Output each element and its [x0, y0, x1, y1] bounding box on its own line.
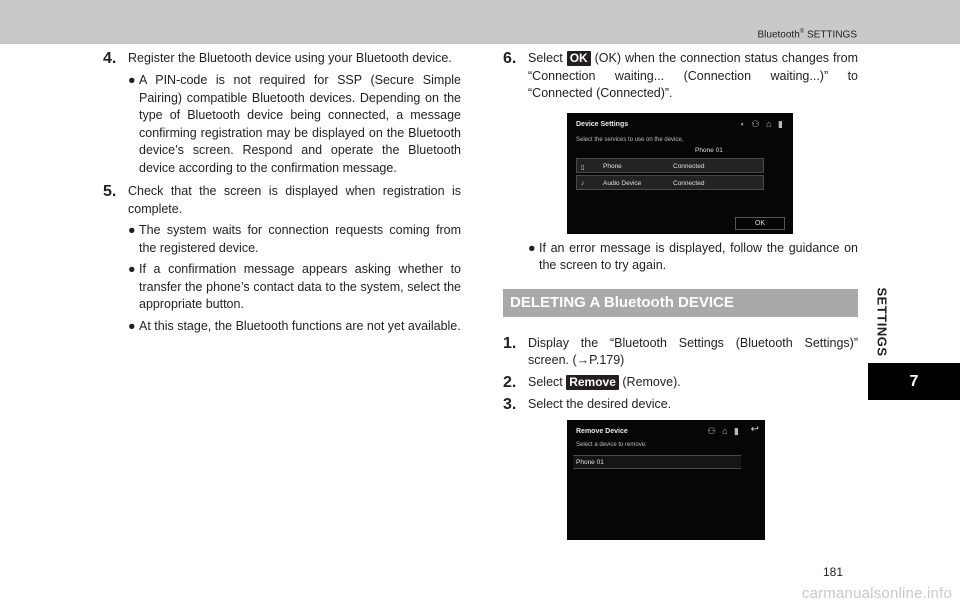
step-4: 4. Register the Bluetooth device using your Bluetooth device. — [103, 50, 452, 67]
device-row[interactable]: Phone 01 — [573, 455, 741, 469]
status-icons: ⋆ ⚇ ⌂ ▮ — [739, 118, 785, 129]
screen-subtitle: Select the services to use on the device. — [576, 136, 684, 143]
section-title: DELETING A Bluetooth DEVICE — [503, 289, 858, 317]
phone-icon: ▯ — [581, 163, 585, 171]
ok-button[interactable]: OK — [735, 217, 785, 230]
remove-button-label: Remove — [566, 375, 619, 390]
running-head: Bluetooth® SETTINGS — [757, 29, 857, 41]
screen-title: Remove Device — [576, 427, 628, 435]
service-row-audio[interactable]: ♪ Audio Device Connected — [576, 175, 764, 190]
screen-subtitle: Select a device to remove: — [576, 441, 647, 448]
delete-step-1: 1. Display the “Bluetooth Settings (Bluetooth Settings)” screen. (→P.179) — [503, 334, 858, 367]
step-6: 6. Select OK (OK) when the connection status changes from “Connection waiting... (Connection waiting...)” to “Connected (Connected)”. — [503, 50, 858, 100]
back-icon[interactable]: ↩ — [750, 423, 759, 435]
screen-title: Device Settings — [576, 120, 629, 128]
remove-device-screen — [567, 420, 765, 540]
left-column — [103, 50, 461, 335]
right-column — [503, 50, 858, 540]
step-5-note-2: ● If a confirmation message appears asking whether to transfer the phone’s contact data to the system, select the appropriate button. — [128, 262, 461, 311]
music-note-icon: ♪ — [581, 179, 585, 187]
device-settings-screen — [567, 113, 793, 234]
step-5: 5. Check that the screen is displayed when registration is complete. — [103, 183, 461, 216]
step-5-note-3: ● At this stage, the Bluetooth functions are not yet available. — [128, 318, 461, 333]
side-tab-label: SETTINGS — [874, 287, 890, 357]
step-6-note: ● If an error message is displayed, follow the guidance on the screen to try again. — [528, 240, 858, 272]
service-row-phone[interactable]: ▯ Phone Connected — [576, 158, 764, 173]
status-icons: ⚇ ⌂ ▮ — [707, 425, 741, 436]
page-number: 181 — [823, 565, 844, 579]
step-5-note-1: ● The system waits for connection requests coming from the registered device. — [128, 223, 461, 255]
watermark: carmanualsonline.info — [801, 585, 952, 602]
delete-step-2: 2. Select Remove (Remove). — [503, 373, 681, 391]
ok-button-label: OK — [567, 51, 591, 66]
delete-step-3: 3. Select the desired device. — [503, 395, 672, 413]
chapter-number: 7 — [868, 363, 960, 400]
step-4-note: ● A PIN-code is not required for SSP (Secure Simple Pairing) compatible Bluetooth devices. Depending on the type of Bluetooth device being connected, a message confirming registration may be displayed on the Bluetooth device’s screen. Respond and operate the Bluetooth device according to the confirmation message. — [128, 73, 461, 175]
device-name: Phone 01 — [695, 146, 723, 154]
